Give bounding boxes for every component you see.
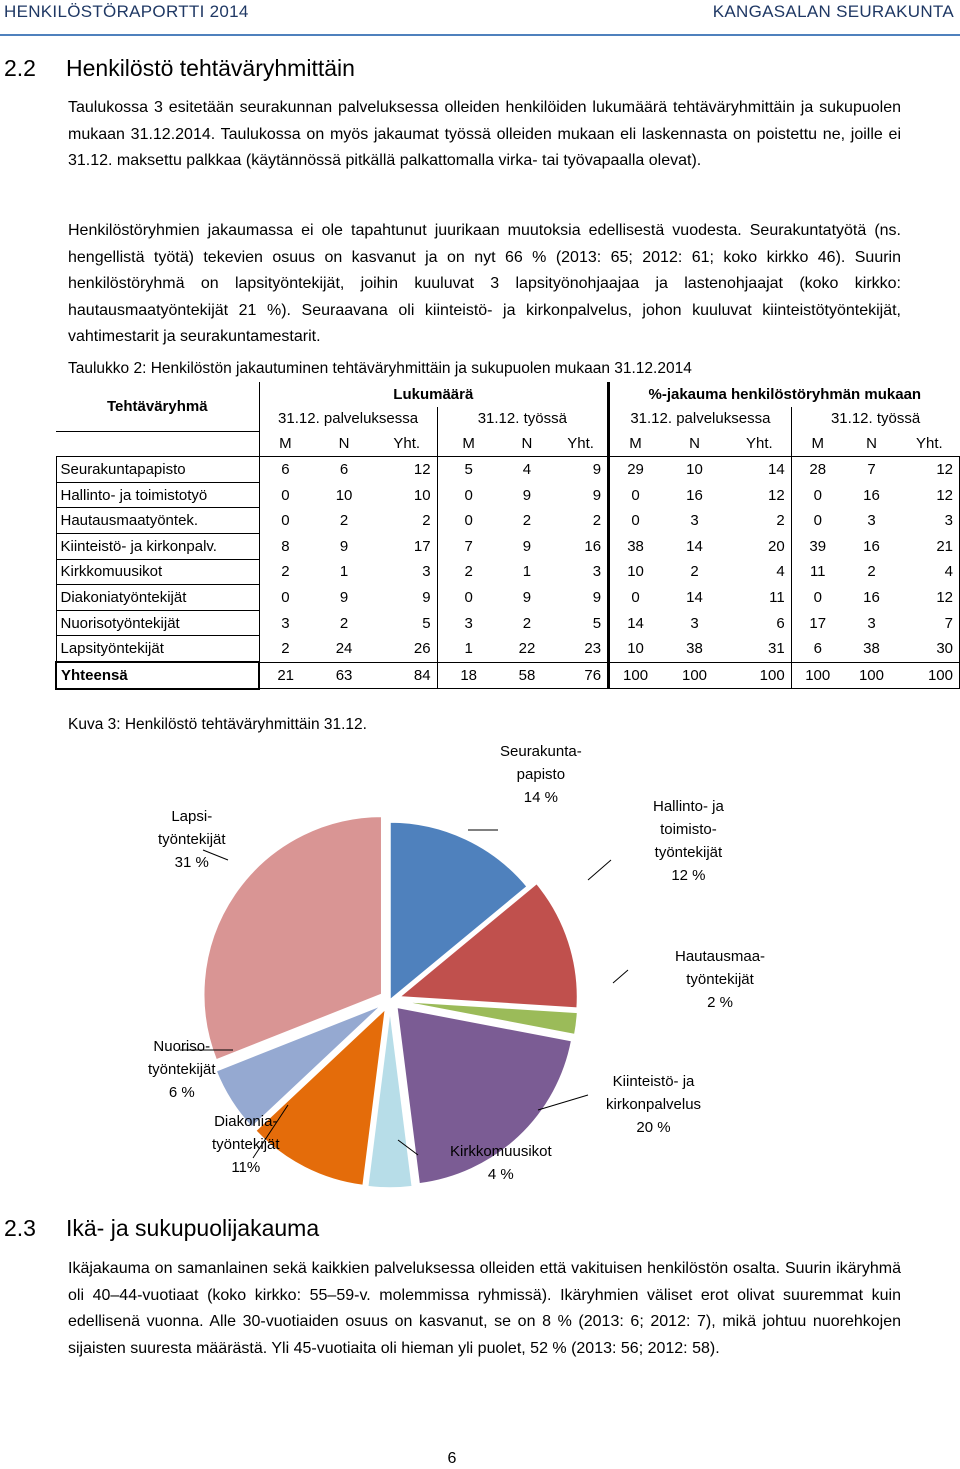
table-cell: 2 — [339, 512, 349, 530]
pie-label-line: 6 % — [168, 1084, 195, 1101]
pie-label-line: työntekijät — [212, 1136, 280, 1153]
column-header: M — [791, 431, 844, 457]
section-heading-2-2 — [4, 55, 355, 82]
table-row — [56, 534, 960, 560]
table-cell: 21 — [259, 662, 311, 689]
table-cell: 0 — [437, 482, 500, 508]
table-cell: 14 — [728, 457, 791, 483]
table-cell: 2 — [437, 559, 500, 585]
table-cell: 2 — [776, 512, 785, 530]
paragraph-age: Ikäjakauma on samanlainen sekä kaikkien palveluksessa olleiden että vakituisen henkilöstön osalta. Suurin ikäryhmä oli 40–44-vuotiaat (koko kirkko: 55–59-v. molemmissa ryhmissä). Ikäryhmien väliset erot olivat suuremmat kuin edellisenä vuonna. Alle 30-vuotiaiden osuus on kasvanut, se on 8 % (2013: 6; 2012: 7), mikä johtuu nuorehkojen sijaisten suuresta määrästä. Yli 45-vuotiaita oli hieman yli puolet, 52 % (2013: 56; 2012: 58). — [68, 1260, 901, 1357]
column-header: M — [609, 431, 661, 457]
pie-label — [148, 1035, 216, 1104]
table-cell: 12 — [899, 457, 959, 483]
pie-label-line: 11% — [231, 1159, 261, 1176]
table-cell: 4 — [899, 559, 959, 585]
table-cell: 2 — [422, 512, 431, 530]
table-cell: 9 — [592, 486, 602, 504]
row-label: Nuorisotyöntekijät — [56, 610, 259, 636]
table-cell: 31 — [768, 640, 785, 658]
table-row — [56, 457, 960, 483]
paragraph-changes: Henkilöstöryhmien jakaumassa ei ole tapahtunut juurikaan muutoksia edellisestä vuodesta. Seurakuntatyötä (ns. hengellistä työtä) tekevien osuus on kasvanut ja on nyt 66 % (2013: 65; 2012: 61; koko kirkko 46). Suurin henkilöstöryhmä on lapsityöntekijät, joihin kuuluvat 3 lapsityönohjaajaa ja lastenohjaajat (koko kirkko: hautausmaatyöntekijät 21 %). Seuraavana oli kiinteistö- ja kirkonpalvelus, johon kuuluvat kiinteistötyöntekijät, vahtimestarit ja seurakuntamestarit. — [68, 222, 901, 345]
table-cell: 5 — [437, 457, 500, 483]
pie-label — [212, 1110, 280, 1179]
table-cell: 1 — [522, 563, 532, 581]
table-cell: 0 — [609, 508, 661, 534]
organization-name: KANGASALAN SEURAKUNTA — [712, 2, 954, 21]
row-label: Hautausmaatyöntek. — [56, 508, 259, 534]
leader-line — [588, 860, 611, 880]
table-cell: 26 — [413, 640, 431, 658]
table-cell: 3 — [422, 563, 431, 581]
table-cell: 10 — [413, 486, 431, 504]
pie-label-line: työntekijät — [686, 971, 754, 988]
row-label: Kirkkomuusikot — [56, 559, 259, 585]
table-cell: 100 — [609, 662, 661, 689]
pie-label-line: työntekijät — [158, 831, 226, 848]
table-cell: 14 — [686, 537, 703, 555]
table-cell: 0 — [609, 482, 661, 508]
table-cell: 2 — [259, 559, 311, 585]
paragraph-intro: Taulukossa 3 esitetään seurakunnan palveluksessa olleiden henkilöiden lukumäärä tehtäväryhmittäin ja sukupuolen mukaan 31.12.2014. Taulukossa on myös jakaumat työssä olleiden mukaan eli laskennasta on poistettu ne, joille ei 31.12. maksettu palkkaa (käytännössä pitkällä palkattomalla virka- tai työvapaalla olevat). — [68, 99, 901, 169]
subheader-employed: 31.12. palveluksessa — [259, 407, 437, 432]
table-cell: 9 — [522, 537, 532, 555]
table-cell: 1 — [437, 636, 500, 662]
section-number: 2.3 — [4, 1215, 36, 1241]
table-cell: 3 — [259, 610, 311, 636]
row-label: Diakoniatyöntekijät — [56, 585, 259, 611]
column-header: M — [437, 431, 500, 457]
table-cell: 16 — [863, 537, 880, 555]
table-cell: 3 — [690, 614, 699, 632]
table-cell: 38 — [686, 640, 703, 658]
column-header: Yht. — [567, 435, 594, 453]
section-heading-2-3 — [4, 1215, 319, 1242]
table-cell: 12 — [899, 585, 959, 611]
table-cell: 0 — [259, 482, 311, 508]
row-label: Hallinto- ja toimistotyö — [56, 482, 259, 508]
table-cell: 2 — [522, 614, 532, 632]
table-cell: 6 — [311, 457, 377, 483]
table-cell: 3 — [867, 512, 876, 530]
table-cell: 16 — [584, 537, 602, 555]
pie-label-line: 12 % — [671, 867, 706, 884]
table-cell: 38 — [609, 534, 661, 560]
table-caption: Taulukko 2: Henkilöstön jakautuminen tehtäväryhmittäin ja sukupuolen mukaan 31.12.2014 — [68, 360, 692, 377]
table-cell: 10 — [609, 559, 661, 585]
table-cell: 14 — [609, 610, 661, 636]
table-cell: 5 — [592, 614, 602, 632]
table-cell: 11 — [791, 559, 844, 585]
row-label: Yhteensä — [56, 662, 259, 689]
page-header — [0, 0, 960, 36]
table-cell: 21 — [899, 534, 959, 560]
table-row — [56, 559, 960, 585]
table-cell: 0 — [791, 482, 844, 508]
subheader-working-pct: 31.12. työssä — [791, 407, 959, 432]
table-cell: 2 — [867, 563, 876, 581]
subheader-working: 31.12. työssä — [437, 407, 608, 432]
table-cell: 100 — [661, 662, 728, 689]
pie-label — [675, 945, 765, 1014]
pie-label-line: Kirkkomuusikot — [450, 1143, 552, 1160]
table-cell: 16 — [686, 486, 703, 504]
total-row — [56, 662, 960, 689]
header-rule — [0, 34, 960, 36]
subheader-employed-pct: 31.12. palveluksessa — [609, 407, 792, 432]
table-cell: 0 — [791, 508, 844, 534]
table-cell: 22 — [518, 640, 536, 658]
pie-label-line: Hallinto- ja — [653, 798, 724, 815]
table-cell: 0 — [259, 585, 311, 611]
table-row — [56, 482, 960, 508]
table-cell: 12 — [768, 486, 785, 504]
table-cell: 8 — [259, 534, 311, 560]
pie-label-line: 2 % — [707, 994, 733, 1011]
pie-label — [606, 1070, 701, 1139]
pie-label-line: toimisto- — [660, 821, 717, 838]
table-cell: 12 — [899, 482, 959, 508]
table-cell: 3 — [867, 614, 876, 632]
leader-line — [613, 970, 628, 983]
table-cell: 17 — [413, 537, 431, 555]
column-header: Yht. — [915, 435, 943, 453]
table-cell: 16 — [863, 589, 880, 607]
table-cell: 11 — [769, 589, 785, 607]
table-cell: 20 — [768, 537, 785, 555]
table-cell: 63 — [311, 662, 377, 689]
table-cell: 2 — [592, 512, 602, 530]
pie-label-line: Lapsi- — [171, 808, 213, 825]
page-number: 6 — [447, 1450, 457, 1467]
section-title: Ikä- ja sukupuolijakauma — [66, 1215, 320, 1241]
table-cell: 6 — [259, 457, 311, 483]
table-cell: 76 — [554, 662, 608, 689]
section-number: 2.2 — [4, 55, 36, 81]
table-cell: 17 — [791, 610, 844, 636]
pie-label-line: työntekijät — [148, 1061, 216, 1078]
pie-label-line: 14 % — [523, 789, 558, 806]
table-cell: 9 — [592, 589, 602, 607]
pie-label-line: 20 % — [636, 1119, 671, 1136]
table-cell: 100 — [728, 662, 791, 689]
table-cell: 3 — [899, 508, 959, 534]
pie-label-line: Diakonia- — [214, 1113, 278, 1130]
table-cell: 9 — [422, 589, 431, 607]
table-cell: 2 — [339, 614, 349, 632]
group-header: Tehtäväryhmä — [56, 382, 259, 431]
table-cell: 38 — [863, 640, 880, 658]
table-cell: 39 — [791, 534, 844, 560]
table-row — [56, 610, 960, 636]
header-blank — [56, 431, 259, 457]
table-cell: 3 — [690, 512, 699, 530]
pie-label — [500, 740, 582, 809]
pie-label-line: 31 % — [174, 854, 209, 871]
pie-label-line: Nuoriso- — [153, 1038, 211, 1055]
table-cell: 100 — [899, 662, 959, 689]
table-cell: 4 — [500, 457, 554, 483]
table-row — [56, 585, 960, 611]
report-title: HENKILÖSTÖRAPORTTI 2014 — [4, 2, 249, 21]
table-cell: 0 — [437, 585, 500, 611]
pie-label — [450, 1140, 552, 1186]
table-cell: 6 — [791, 636, 844, 662]
table-cell: 16 — [863, 486, 880, 504]
table-cell: 23 — [584, 640, 602, 658]
table-cell: 1 — [339, 563, 349, 581]
table-cell: 10 — [661, 457, 728, 483]
table-cell: 0 — [791, 585, 844, 611]
table-cell: 58 — [500, 662, 554, 689]
table-cell: 2 — [690, 563, 699, 581]
pie-label-line: Hautausmaa- — [675, 948, 766, 965]
table-cell: 30 — [899, 636, 959, 662]
table-cell: 2 — [522, 512, 532, 530]
table-cell: 2 — [259, 636, 311, 662]
table-cell: 24 — [335, 640, 353, 658]
table-cell: 9 — [339, 589, 349, 607]
column-header: N — [866, 435, 877, 453]
table-cell: 7 — [437, 534, 500, 560]
table-cell: 29 — [609, 457, 661, 483]
staff-table — [55, 382, 960, 690]
pie-label — [158, 805, 226, 874]
table-cell: 12 — [377, 457, 437, 483]
table-cell: 10 — [609, 636, 661, 662]
row-label: Kiinteistö- ja kirkonpalv. — [56, 534, 259, 560]
column-header: Yht. — [393, 435, 421, 453]
table-cell: 3 — [437, 610, 500, 636]
table-cell: 3 — [592, 563, 602, 581]
pie-label-line: työntekijät — [654, 844, 723, 861]
table-cell: 9 — [522, 486, 532, 504]
pie-label-line: Seurakunta- — [500, 743, 582, 760]
column-header: M — [259, 431, 311, 457]
table-cell: 7 — [899, 610, 959, 636]
table-cell: 100 — [844, 662, 899, 689]
column-header: Yht. — [746, 435, 773, 453]
table-cell: 4 — [776, 563, 785, 581]
row-label: Seurakuntapapisto — [56, 457, 259, 483]
table-row — [56, 636, 960, 662]
table-cell: 28 — [791, 457, 844, 483]
table-cell: 6 — [776, 614, 785, 632]
table-cell: 9 — [554, 457, 608, 483]
block-header-percent: %-jakauma henkilöstöryhmän mukaan — [609, 382, 960, 407]
pie-chart — [68, 710, 766, 1210]
table-cell: 10 — [335, 486, 353, 504]
block-header-count: Lukumäärä — [259, 382, 608, 407]
table-cell: 100 — [791, 662, 844, 689]
column-header: N — [521, 435, 533, 453]
table-cell: 7 — [844, 457, 899, 483]
table-cell: 0 — [259, 508, 311, 534]
table-cell: 0 — [437, 508, 500, 534]
pie-label-line: kirkonpalvelus — [606, 1096, 702, 1113]
pie-label — [653, 795, 724, 887]
pie-label-line: Kiinteistö- ja — [612, 1073, 695, 1090]
table-cell: 5 — [422, 614, 431, 632]
table-cell: 9 — [522, 589, 532, 607]
row-label: Lapsityöntekijät — [56, 636, 259, 662]
figure-caption: Kuva 3: Henkilöstö tehtäväryhmittäin 31.12. — [68, 716, 367, 733]
column-header: N — [338, 435, 350, 453]
table-cell: 0 — [609, 585, 661, 611]
column-header: N — [689, 435, 700, 453]
section-title: Henkilöstö tehtäväryhmittäin — [66, 55, 355, 81]
table-cell: 84 — [377, 662, 437, 689]
table-cell: 14 — [686, 589, 703, 607]
table-row — [56, 508, 960, 534]
pie-label-line: 4 % — [487, 1166, 514, 1183]
table-cell: 9 — [339, 537, 349, 555]
pie-label-line: papisto — [516, 766, 566, 783]
table-cell: 18 — [437, 662, 500, 689]
